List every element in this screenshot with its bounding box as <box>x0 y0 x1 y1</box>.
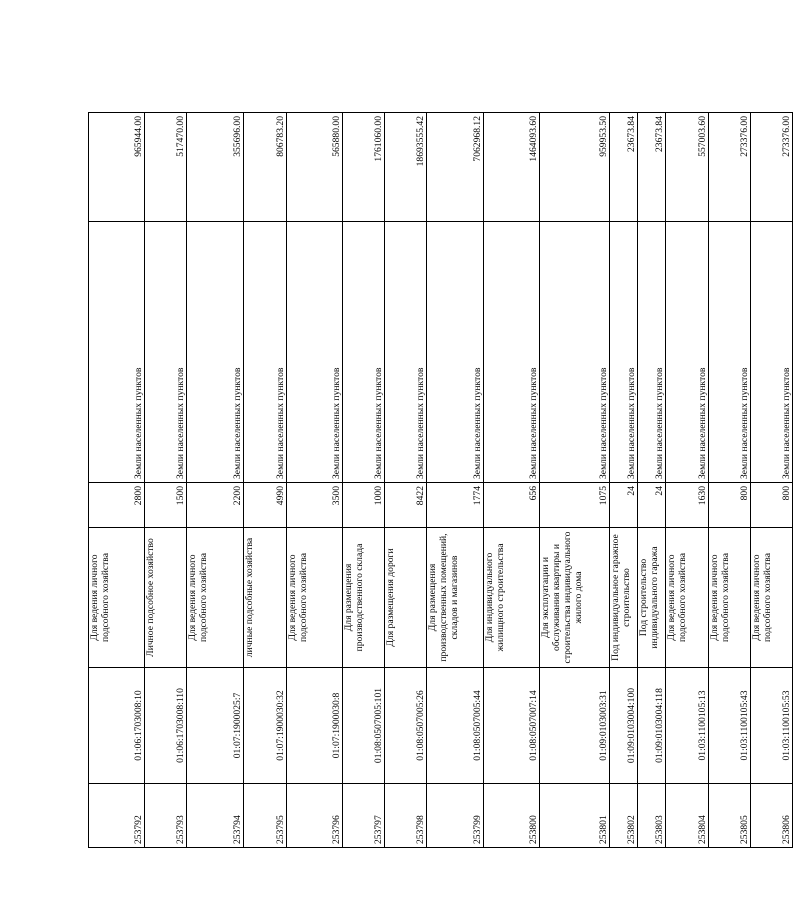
permitted-use-cell: Для ведения личного подсобного хозяйства <box>709 528 751 668</box>
area-cell: 656 <box>484 483 540 528</box>
land-category-cell: Земли населенных пунктов <box>244 222 287 483</box>
land-category-cell: Земли населенных пунктов <box>187 222 244 483</box>
cadastral-number-cell: 01:07:1900030:32 <box>244 668 287 784</box>
cadastral-value-cell: 23673.84 <box>638 113 666 222</box>
table-row <box>187 113 244 848</box>
cadastral-value-cell: 273376.00 <box>709 113 751 222</box>
cadastral-number-cell: 01:09:0103003:31 <box>540 668 610 784</box>
land-category-cell: Земли населенных пунктов <box>484 222 540 483</box>
table-body <box>89 113 793 848</box>
row-id-cell: 253803 <box>638 784 666 848</box>
cadastral-number-cell: 01:07:1900025:7 <box>187 668 244 784</box>
cadastral-number-cell: 01:03:1100105:53 <box>751 668 793 784</box>
area-cell: 1774 <box>427 483 484 528</box>
cadastral-number-cell: 01:08:0507005:44 <box>427 668 484 784</box>
table-row <box>244 113 287 848</box>
area-cell: 4990 <box>244 483 287 528</box>
row-id-cell: 253802 <box>610 784 638 848</box>
table-row <box>666 113 709 848</box>
permitted-use-cell: Для ведения личного подсобного хозяйства <box>89 528 145 668</box>
land-category-cell: Земли населенных пунктов <box>666 222 709 483</box>
table-row <box>385 113 427 848</box>
cadastral-value-cell: 355696.00 <box>187 113 244 222</box>
table-row <box>427 113 484 848</box>
cadastral-value-cell: 18693555.42 <box>385 113 427 222</box>
land-category-cell: Земли населенных пунктов <box>638 222 666 483</box>
row-id-cell: 253805 <box>709 784 751 848</box>
area-cell: 24 <box>638 483 666 528</box>
land-registry-table <box>88 112 793 848</box>
permitted-use-cell: Для ведения личного подсобного хозяйства <box>287 528 343 668</box>
row-id-cell: 253800 <box>484 784 540 848</box>
cadastral-value-cell: 959953.50 <box>540 113 610 222</box>
land-category-cell: Земли населенных пунктов <box>343 222 385 483</box>
area-cell: 1075 <box>540 483 610 528</box>
table-row <box>287 113 343 848</box>
table-row <box>638 113 666 848</box>
cadastral-number-cell: 01:03:1100105:43 <box>709 668 751 784</box>
land-category-cell: Земли населенных пунктов <box>385 222 427 483</box>
permitted-use-cell: Для ведения личного подсобного хозяйства <box>751 528 793 668</box>
land-category-cell: Земли населенных пунктов <box>287 222 343 483</box>
cadastral-value-cell: 7062968.12 <box>427 113 484 222</box>
land-category-cell: Земли населенных пунктов <box>751 222 793 483</box>
land-category-cell: Земли населенных пунктов <box>540 222 610 483</box>
cadastral-value-cell: 557003.60 <box>666 113 709 222</box>
area-cell: 8422 <box>385 483 427 528</box>
table-row <box>751 113 793 848</box>
row-id-cell: 253796 <box>287 784 343 848</box>
cadastral-value-cell: 965944.00 <box>89 113 145 222</box>
land-category-cell: Земли населенных пунктов <box>709 222 751 483</box>
table-row <box>484 113 540 848</box>
table-row <box>709 113 751 848</box>
row-id-cell: 253797 <box>343 784 385 848</box>
permitted-use-cell: Для размещения производственных помещений, складов и магазинов <box>427 528 484 668</box>
area-cell: 1500 <box>145 483 187 528</box>
land-category-cell: Земли населенных пунктов <box>145 222 187 483</box>
row-id-cell: 253806 <box>751 784 793 848</box>
permitted-use-cell: Для ведения личного подсобного хозяйства <box>187 528 244 668</box>
permitted-use-cell: Для размещения дороги <box>385 528 427 668</box>
permitted-use-cell: Для индивидуального жилищного строительства <box>484 528 540 668</box>
permitted-use-cell: личные подсобные хозяйства <box>244 528 287 668</box>
cadastral-number-cell: 01:03:1100105:13 <box>666 668 709 784</box>
row-id-cell: 253804 <box>666 784 709 848</box>
row-id-cell: 253792 <box>89 784 145 848</box>
permitted-use-cell: Личное подсобное хозяйство <box>145 528 187 668</box>
cadastral-value-cell: 806783.20 <box>244 113 287 222</box>
area-cell: 2800 <box>89 483 145 528</box>
row-id-cell: 253793 <box>145 784 187 848</box>
area-cell: 1630 <box>666 483 709 528</box>
area-cell: 2200 <box>187 483 244 528</box>
table-row <box>540 113 610 848</box>
permitted-use-cell: Для размещения производственного склада <box>343 528 385 668</box>
table-row <box>343 113 385 848</box>
permitted-use-cell: Под индивидуальное гаражное строительство <box>610 528 638 668</box>
cadastral-number-cell: 01:08:0507005:101 <box>343 668 385 784</box>
row-id-cell: 253795 <box>244 784 287 848</box>
cadastral-value-cell: 565880.00 <box>287 113 343 222</box>
row-id-cell: 253794 <box>187 784 244 848</box>
row-id-cell: 253801 <box>540 784 610 848</box>
cadastral-number-cell: 01:06:1703008:110 <box>145 668 187 784</box>
table-row <box>610 113 638 848</box>
row-id-cell: 253798 <box>385 784 427 848</box>
land-category-cell: Земли населенных пунктов <box>89 222 145 483</box>
cadastral-number-cell: 01:06:1703008:10 <box>89 668 145 784</box>
cadastral-number-cell: 01:09:0103004:118 <box>638 668 666 784</box>
cadastral-number-cell: 01:08:0507005:26 <box>385 668 427 784</box>
cadastral-value-cell: 23673.84 <box>610 113 638 222</box>
area-cell: 3500 <box>287 483 343 528</box>
area-cell: 1000 <box>343 483 385 528</box>
cadastral-value-cell: 273376.00 <box>751 113 793 222</box>
row-id-cell: 253799 <box>427 784 484 848</box>
table-row <box>145 113 187 848</box>
area-cell: 24 <box>610 483 638 528</box>
permitted-use-cell: Для ведения личного подсобного хозяйства <box>666 528 709 668</box>
cadastral-value-cell: 517470.00 <box>145 113 187 222</box>
land-category-cell: Земли населенных пунктов <box>610 222 638 483</box>
cadastral-number-cell: 01:08:0507007:14 <box>484 668 540 784</box>
permitted-use-cell: Под строительство индивидуального гаража <box>638 528 666 668</box>
area-cell: 800 <box>709 483 751 528</box>
table-row <box>89 113 145 848</box>
cadastral-number-cell: 01:07:1900030:8 <box>287 668 343 784</box>
land-category-cell: Земли населенных пунктов <box>427 222 484 483</box>
cadastral-value-cell: 1464093.60 <box>484 113 540 222</box>
cadastral-value-cell: 1761060.00 <box>343 113 385 222</box>
cadastral-number-cell: 01:09:0103004:100 <box>610 668 638 784</box>
area-cell: 800 <box>751 483 793 528</box>
land-registry-table-frame <box>88 113 792 848</box>
permitted-use-cell: Для эксплуатации и обслуживания квартиры и строительства индивидуального жилого дома <box>540 528 610 668</box>
